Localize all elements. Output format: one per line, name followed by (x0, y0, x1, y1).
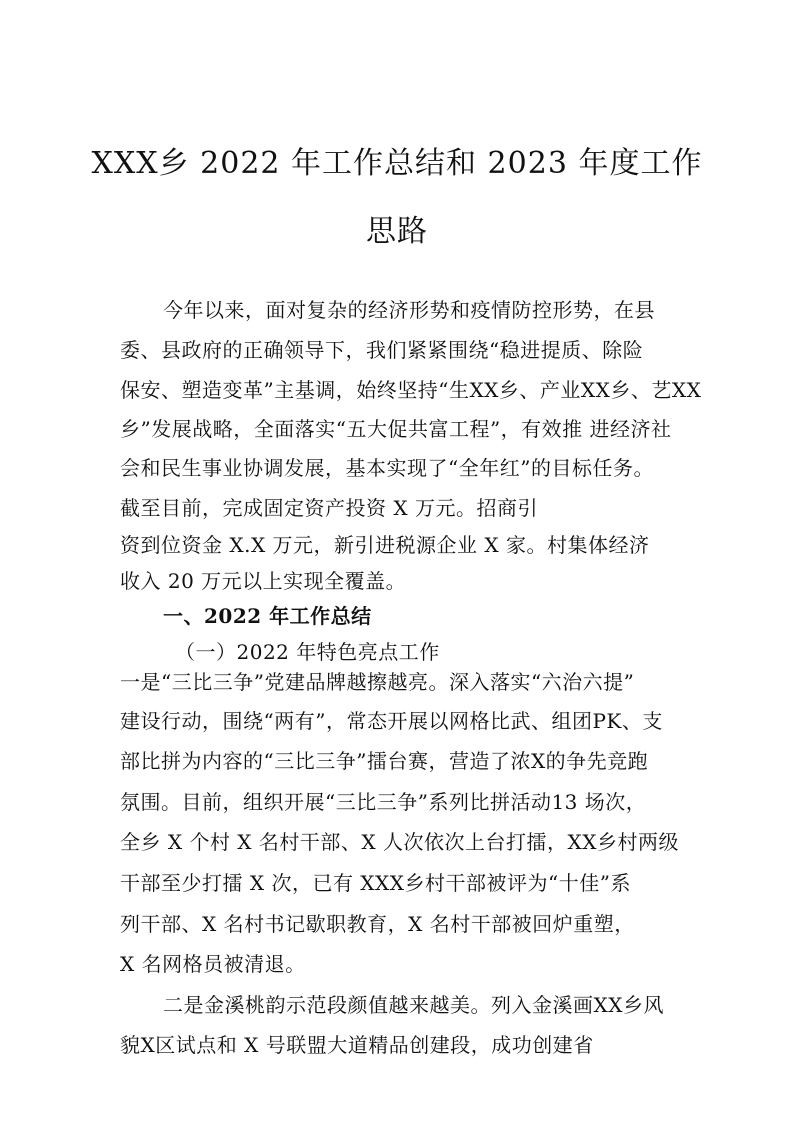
document-title-line-1: XXX乡 2022 年工作总结和 2023 年度工作 (91, 146, 703, 181)
section-heading: 一、2022 年工作总结 (163, 604, 372, 628)
paragraph-line: 建设行动，围绕“两有”，常态开展以网格比武、组团PK、支 (120, 709, 663, 733)
paragraph-line: 全乡 X 个村 X 名村干部、X 人次依次上台打擂，XX乡村两级 (120, 830, 679, 854)
paragraph-line: 列干部、X 名村书记歇职教育，X 名村干部被回炉重塑， (120, 912, 635, 936)
paragraph-line: 今年以来，面对复杂的经济形势和疫情防控形势，在县 (163, 298, 655, 322)
paragraph-line: 委、县政府的正确领导下，我们紧紧围绕“稳进提质、除险 (120, 338, 644, 362)
paragraph-line: 一是“三比三争”党建品牌越擦越亮。深入落实“六治六提” (120, 670, 635, 694)
paragraph-line: 会和民生事业协调发展，基本实现了“全年红”的目标任务。 (120, 456, 654, 480)
paragraph-line: 貌X区试点和 X 号联盟大道精品创建段，成功创建省 (120, 1033, 594, 1057)
paragraph-line: 氛围。目前，组织开展“三比三争”系列比拼活动13 场次， (120, 790, 647, 814)
paragraph-line: 乡”发展战略，全面落实“五大促共富工程”，有效推 进经济社 (120, 417, 672, 441)
paragraph-line: 部比拼为内容的“三比三争”擂台赛，营造了浓X的争先竞跑 (120, 749, 649, 773)
document-title-line-2: 思路 (366, 214, 428, 249)
paragraph-line: 截至目前，完成固定资产投资 X 万元。招商引 (120, 496, 538, 520)
paragraph-line: X 名网格员被清退。 (120, 952, 306, 976)
paragraph-line: 资到位资金 X.X 万元，新引进税源企业 X 家。村集体经济 (120, 533, 650, 557)
paragraph-line: 干部至少打擂 X 次，已有 XXX乡村干部被评为“十佳”系 (120, 871, 631, 895)
subsection-heading: （一）2022 年特色亮点工作 (175, 640, 440, 664)
paragraph-line: 收入 20 万元以上实现全覆盖。 (120, 569, 407, 593)
paragraph-line: 二是金溪桃韵示范段颜值越来越美。列入金溪画XX乡风 (163, 993, 664, 1017)
paragraph-line: 保安、塑造变革”主基调，始终坚持“生XX乡、产业XX乡、艺XX (120, 378, 702, 402)
